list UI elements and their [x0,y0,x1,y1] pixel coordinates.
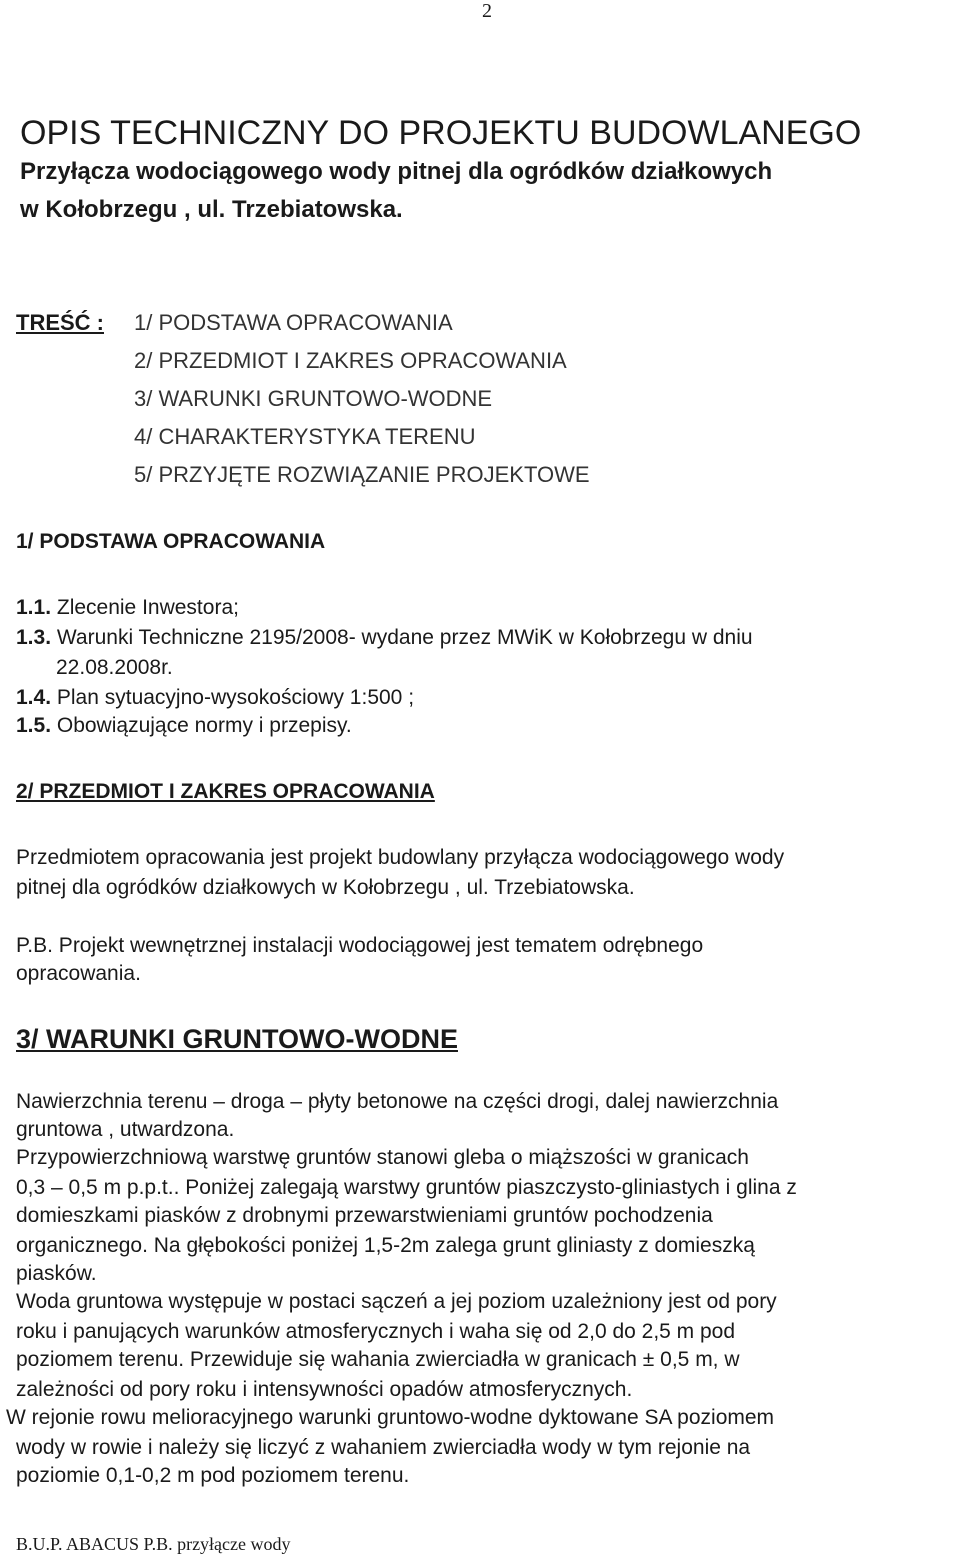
list-item-text: Warunki Techniczne 2195/2008- wydane przez MWiK w Kołobrzegu w dniu [51,626,753,649]
list-item [16,686,414,710]
list-item [16,626,753,650]
paragraph-line: Przypowierzchniową warstwę gruntów stanowi gleba o miąższości w granicach [16,1146,749,1169]
paragraph-line: piasków. [16,1262,97,1285]
section2-heading: 2/ PRZEDMIOT I ZAKRES OPRACOWANIA [16,780,435,803]
document-subtitle-line-2: w Kołobrzegu , ul. Trzebiatowska. [20,196,403,223]
list-item-number: 1.5. [16,714,52,737]
list-item [16,596,239,620]
paragraph-line: 0,3 – 0,5 m p.p.t.. Poniżej zalegają warstwy gruntów piaszczysto-gliniastych i glina z [16,1176,797,1199]
toc-item: 4/ CHARAKTERYSTYKA TERENU [134,424,476,449]
page-footer: B.U.P. ABACUS P.B. przyłącze wody [16,1534,291,1554]
list-item-text: Zlecenie Inwestora; [51,596,239,619]
paragraph-line: organicznego. Na głębokości poniżej 1,5-2m zalega grunt gliniasty z domieszką [16,1234,755,1257]
paragraph-line: roku i panujących warunków atmosferycznych i waha się od 2,0 do 2,5 m pod [16,1320,736,1343]
toc-item: 5/ PRZYJĘTE ROZWIĄZANIE PROJEKTOWE [134,462,590,487]
paragraph-line: opracowania. [16,962,141,985]
paragraph-line: Woda gruntowa występuje w postaci sączeń a jej poziom uzależniony jest od pory [16,1290,777,1313]
section3-heading: 3/ WARUNKI GRUNTOWO-WODNE [16,1024,458,1054]
document-subtitle-line-1: Przyłącza wodociągowego wody pitnej dla ogródków działkowych [20,158,773,185]
toc-item: 2/ PRZEDMIOT I ZAKRES OPRACOWANIA [134,348,567,373]
paragraph-line: W rejonie rowu melioracyjnego warunki gruntowo-wodne dyktowane SA poziomem [6,1406,775,1429]
toc-item: 1/ PODSTAWA OPRACOWANIA [134,310,453,335]
list-item-number: 1.3. [16,626,52,649]
list-item-continuation [56,656,173,680]
list-item-text: 22.08.2008r. [56,656,173,679]
document-title: OPIS TECHNICZNY DO PROJEKTU BUDOWLANEGO [20,114,862,152]
toc-label: TREŚĆ : [16,310,104,335]
list-item-text: Plan sytuacyjno-wysokościowy 1:500 ; [51,686,415,709]
paragraph-line: poziomie 0,1-0,2 m pod poziomem terenu. [16,1464,410,1487]
paragraph-line: gruntowa , utwardzona. [16,1118,235,1141]
toc-item: 3/ WARUNKI GRUNTOWO-WODNE [134,386,493,411]
paragraph-line: wody w rowie i należy się liczyć z wahaniem zwierciadła wody w tym rejonie na [16,1436,751,1459]
paragraph-line: Przedmiotem opracowania jest projekt budowlany przyłącza wodociągowego wody [16,846,785,869]
paragraph-line: P.B. Projekt wewnętrznej instalacji wodociągowej jest tematem odrębnego [16,934,704,957]
page-number: 2 [482,0,492,22]
paragraph-line: domieszkami piasków z drobnymi przewarstwieniami gruntów pochodzenia [16,1204,713,1227]
list-item-number: 1.1. [16,596,52,619]
paragraph-line: Nawierzchnia terenu – droga – płyty betonowe na części drogi, dalej nawierzchnia [16,1090,779,1113]
list-item-text: Obowiązujące normy i przepisy. [51,714,352,737]
section1-heading: 1/ PODSTAWA OPRACOWANIA [16,530,326,553]
paragraph-line: poziomem terenu. Przewiduje się wahania zwierciadła w granicach ± 0,5 m, w [16,1348,740,1371]
paragraph-line: zależności od pory roku i intensywności opadów atmosferycznych. [16,1378,633,1401]
list-item [16,714,352,738]
list-item-number: 1.4. [16,686,52,709]
paragraph-line: pitnej dla ogródków działkowych w Kołobrzegu , ul. Trzebiatowska. [16,876,635,899]
